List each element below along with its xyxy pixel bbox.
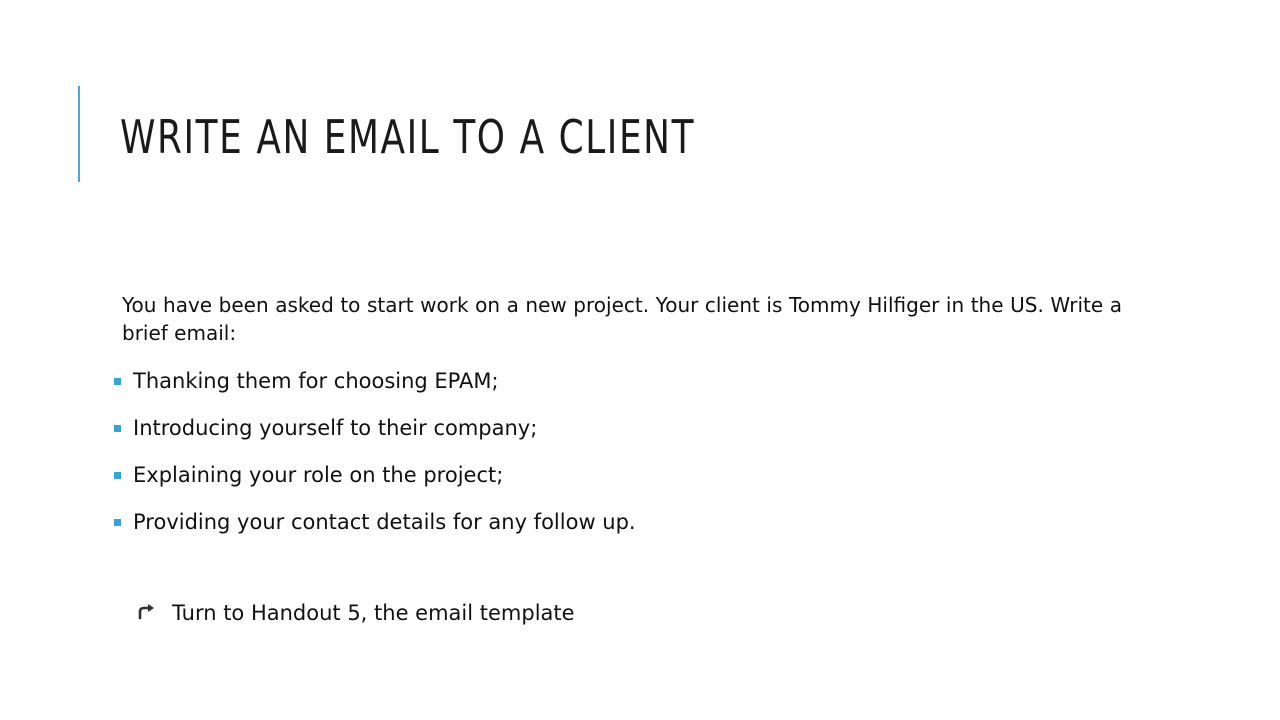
list-item [114, 507, 636, 537]
bullet-text: Providing your contact details for any follow up. [133, 510, 636, 534]
handout-note [134, 598, 575, 628]
bullet-text: Thanking them for choosing EPAM; [133, 369, 499, 393]
slide-title: WRITE AN EMAIL TO A CLIENT [120, 110, 696, 164]
list-item [114, 460, 636, 490]
list-item [114, 366, 636, 396]
square-bullet-icon [114, 425, 121, 432]
handout-text: Turn to Handout 5, the email template [172, 601, 575, 625]
square-bullet-icon [114, 519, 121, 526]
bullet-text: Explaining your role on the project; [133, 463, 504, 487]
curved-arrow-right-icon [134, 600, 160, 626]
square-bullet-icon [114, 378, 121, 385]
list-item [114, 413, 636, 443]
square-bullet-icon [114, 472, 121, 479]
bullet-text: Introducing yourself to their company; [133, 416, 538, 440]
intro-paragraph: You have been asked to start work on a new project. Your client is Tommy Hilfiger in the US. Write a brief email: [122, 293, 1122, 345]
title-accent-bar [78, 86, 80, 182]
bullet-list [114, 366, 636, 554]
